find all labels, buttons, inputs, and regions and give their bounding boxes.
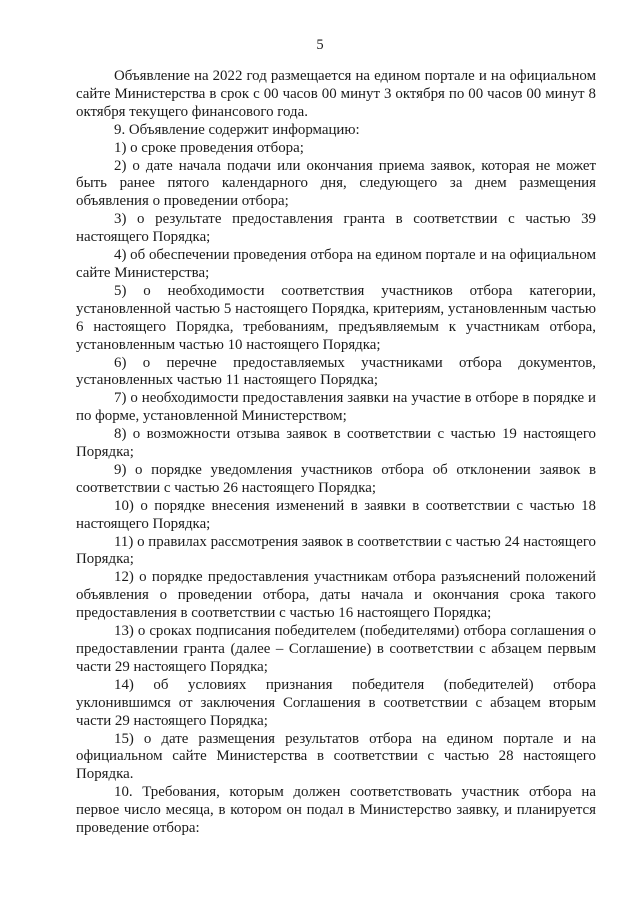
paragraph-section-9-intro: 9. Объявление содержит информацию: (114, 121, 360, 138)
list-item-13: 13) о сроках подписания победителем (победителями) отбора соглашения о предоставлении гранта (далее – Соглашение) в соответствии с абзацем первым части 29 настоящего Порядка; (76, 623, 596, 675)
list-item-15: 15) о дате размещения результатов отбора на едином портале и на официальном сайте Министерства в соответствии с частью 28 настоящего Порядка. (76, 730, 596, 783)
paragraph-section-10-intro: 10. Требования, которым должен соответствовать участник отбора на первое число месяца, в котором он подал в Министерство заявку, и планируется проведение отбора: (76, 784, 596, 837)
list-item-4: 4) об обеспечении проведения отбора на едином портале и на официальном сайте Министерства; (76, 247, 596, 281)
page-number: 5 (316, 37, 324, 53)
document-body (76, 68, 596, 838)
list-item-1: 1) о сроке проведения отбора; (114, 139, 304, 156)
list-item-3: 3) о результате предоставления гранта в соответствии с частью 39 настоящего Порядка; (76, 211, 596, 246)
paragraph-announcement-timing: Объявление на 2022 год размещается на едином портале и на официальном сайте Министерства в срок с 00 часов 00 минут 3 октября по 00 часов 00 минут 8 октября текущего финансового года. (76, 68, 596, 120)
list-item-2: 2) о дате начала подачи или окончания приема заявок, которая не может быть ранее пятого календарного дня, следующего за днем размещения объявления о проведении отбора; (76, 157, 596, 210)
list-item-9: 9) о порядке уведомления участников отбора об отклонении заявок в соответствии с частью 26 настоящего Порядка; (76, 461, 596, 496)
list-item-5: 5) о необходимости соответствия участников отбора категории, установленной частью 5 настоящего Порядка, критериям, установленным частью 6 настоящего Порядка, требованиям, предъявляемым к участникам отбора, установленным частью 10 настоящего Порядка; (76, 282, 596, 353)
list-item-8: 8) о возможности отзыва заявок в соответствии с частью 19 настоящего Порядка; (76, 426, 596, 461)
list-item-14: 14) об условиях признания победителя (победителей) отбора уклонившимся от заключения Соглашения в соответствии с абзацем вторым части 29 настоящего Порядка; (76, 676, 596, 729)
list-item-10: 10) о порядке внесения изменений в заявки в соответствии с частью 18 настоящего Порядка; (76, 497, 596, 532)
list-item-7: 7) о необходимости предоставления заявки на участие в отборе в порядке и по форме, установленной Министерством; (76, 390, 596, 425)
list-item-12: 12) о порядке предоставления участникам отбора разъяснений положений объявления о проведении отбора, даты начала и окончания срока такого предоставления в соответствии с частью 16 настоящего Порядка; (76, 569, 596, 622)
list-item-11: 11) о правилах рассмотрения заявок в соответствии с частью 24 настоящего Порядка; (76, 533, 596, 568)
list-item-6: 6) о перечне предоставляемых участниками отбора документов, установленных частью 11 настоящего Порядка; (76, 354, 596, 389)
